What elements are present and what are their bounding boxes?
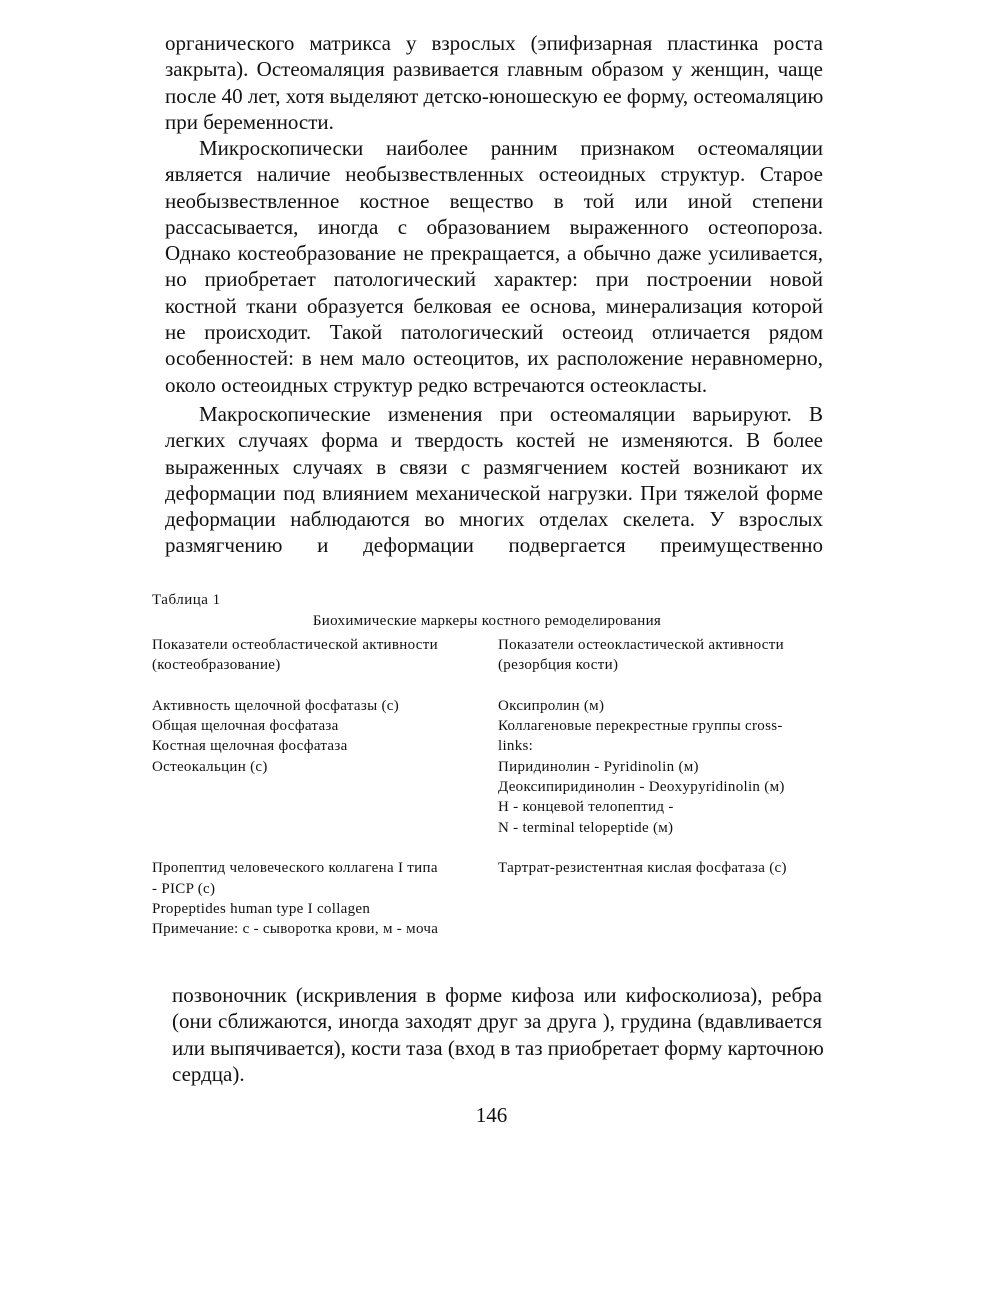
paragraph-1 [165, 30, 823, 135]
text-line: выраженных случаях в связи с размягчением костей возникают их [165, 454, 823, 479]
text-line: органического матрикса у взрослых (эпифизарная пластинка роста [165, 31, 823, 55]
text-line: не происходит. Такой патологический остеоид отличается рядом [165, 320, 823, 345]
text-line: Микроскопически наиболее ранним признаком остеомаляции [199, 136, 823, 160]
table-cell: Деоксипиридинолин - Deoxypyridinolin (м) [498, 779, 785, 796]
table-cell: Оксипролин (м) [498, 697, 605, 714]
table-cell: (костеобразование) [152, 657, 281, 674]
table-spacer [152, 676, 438, 696]
text-line: или выпячивается), кости таза (вход в таз приобретает форму карточною [172, 1035, 824, 1060]
table-cell: Н - концевой телопептид - [498, 799, 674, 816]
paragraph-2 [165, 135, 823, 398]
table-cell: Общая щелочная фосфатаза [152, 718, 339, 735]
text-line: около остеоидных структур редко встречаются остеокласты. [165, 372, 708, 397]
table-cell: Пиридинолин - Pyridinolin (м) [498, 758, 699, 775]
table-cell: Пропептид человеческого коллагена I типа [152, 860, 438, 877]
text-line: размягчению и деформации подвергается преимущественно [165, 533, 823, 558]
table-title: Биохимические маркеры костного ремоделирования [312, 613, 662, 629]
table-cell: N - terminal telopeptide (м) [498, 819, 674, 836]
table-caption: Таблица 1 [152, 592, 221, 608]
text-line: но приобретает патологический характер: при построении новой [165, 267, 823, 292]
text-line: деформации под влиянием механической нагрузки. При тяжелой форме [165, 480, 823, 505]
table-cell: - PICP (с) [152, 880, 216, 897]
text-line: (они сближаются, иногда заходят друг за друга ), грудина (вдавливается [172, 1009, 822, 1034]
table-spacer [152, 818, 438, 838]
paragraph-3 [165, 401, 823, 559]
text-line: костной ткани образуется белковая ее основа, минерализация которой [165, 293, 823, 318]
table-left-column [152, 635, 438, 939]
table-cell: Остеокальцин (с) [152, 758, 268, 775]
table-cell: (резорбция кости) [498, 657, 619, 674]
page-number: 146 [475, 1103, 508, 1127]
table-cell: Тартрат-резистентная кислая фосфатаза (с) [498, 860, 787, 877]
text-line: при беременности. [165, 109, 334, 134]
table-spacer [152, 797, 438, 817]
table-spacer [152, 777, 438, 797]
text-line: позвоночник (искривления в форме кифоза или кифосколиоза), ребра [172, 983, 822, 1007]
table-cell: links: [498, 738, 534, 755]
text-line: деформации наблюдаются во многих отделах скелета. У взрослых [165, 507, 823, 532]
table-cell: Показатели остеокластической активности [498, 637, 784, 653]
text-line: легких случаях форма и твердость костей не изменяются. В более [165, 428, 823, 453]
text-line: сердца). [172, 1061, 245, 1086]
paragraph-4 [172, 982, 822, 1087]
table-cell: Активность щелочной фосфатазы (с) [152, 697, 400, 714]
text-line: закрыта). Остеомаляция развивается главным образом у женщин, чаще [165, 57, 823, 82]
table-cell: Propeptides human type I collagen [152, 900, 371, 917]
table-cell: Коллагеновые перекрестные группы cross- [498, 718, 783, 735]
table-spacer [498, 838, 787, 858]
text-line: после 40 лет, хотя выделяют детско-юношескую ее форму, остеомаляцию [165, 83, 824, 108]
table-spacer [152, 838, 438, 858]
text-line: Однако костеобразование не прекращается, а обычно даже усиливается, [165, 241, 823, 266]
table-cell: Костная щелочная фосфатаза [152, 738, 348, 755]
table-right-column [498, 635, 787, 879]
table-spacer [498, 676, 787, 696]
table-cell: Показатели остеобластической активности [152, 637, 438, 653]
text-line: необызвествленное костное вещество в той или иной степени [165, 188, 823, 213]
text-line: рассасывается, иногда с образованием выраженного остеопороза. [165, 214, 823, 239]
text-line: является наличие необызвествленных остеоидных структур. Старое [165, 162, 823, 187]
text-line: Макроскопические изменения при остеомаляции варьируют. В [199, 402, 823, 426]
text-line: особенностей: в нем мало остеоцитов, их расположение неравномерно, [165, 346, 823, 371]
table-note: Примечание: с - сыворотка крови, м - моча [152, 921, 439, 938]
